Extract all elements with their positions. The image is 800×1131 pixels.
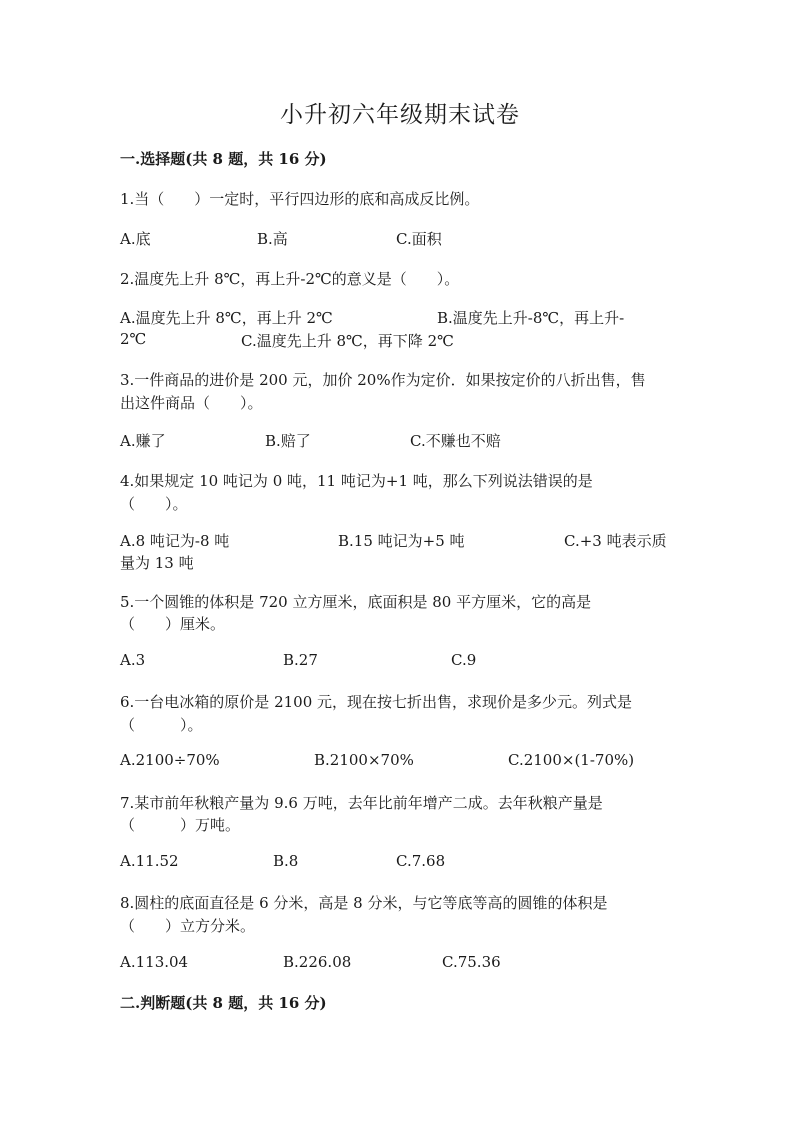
question-6-option-c: C.2100×(1-70%) xyxy=(508,751,635,769)
question-8-option-a: A.113.04 xyxy=(120,953,189,971)
question-2-option-b: B.温度先上升-8℃，再上升- xyxy=(437,309,625,327)
question-8-text-line-2: （ ）立方分米。 xyxy=(120,917,256,935)
question-3-option-c: C.不赚也不赔 xyxy=(410,432,501,450)
question-2-option-c: C.温度先上升 8℃，再下降 2℃ xyxy=(241,332,454,350)
question-1-option-a: A.底 xyxy=(120,230,151,248)
question-1-option-b: B.高 xyxy=(257,230,288,248)
question-2-option-b-continued: 2℃ xyxy=(120,330,147,348)
question-6-text-line-2: （ ）。 xyxy=(120,716,203,734)
page-title: 小升初六年级期末试卷 xyxy=(280,102,520,128)
question-5-text-line-1: 5.一个圆锥的体积是 720 立方厘米，底面积是 80 平方厘米，它的高是 xyxy=(120,593,592,611)
question-2-text: 2.温度先上升 8℃，再上升-2℃的意义是（ ）。 xyxy=(120,270,460,288)
question-1-option-c: C.面积 xyxy=(396,230,442,248)
question-4-option-b: B.15 吨记为+5 吨 xyxy=(338,532,465,550)
question-3-option-b: B.赔了 xyxy=(265,432,311,450)
question-3-option-a: A.赚了 xyxy=(120,432,166,450)
question-4-text-line-2: （ ）。 xyxy=(120,495,188,513)
question-2-option-a: A.温度先上升 8℃，再上升 2℃ xyxy=(120,309,333,327)
question-5-option-b: B.27 xyxy=(283,651,318,669)
question-1-text: 1.当（ ）一定时，平行四边形的底和高成反比例。 xyxy=(120,190,480,208)
question-8-text-line-1: 8.圆柱的底面直径是 6 分米，高是 8 分米，与它等底等高的圆锥的体积是 xyxy=(120,894,608,912)
question-5-option-c: C.9 xyxy=(451,651,477,669)
question-7-option-c: C.7.68 xyxy=(396,852,446,870)
question-8-option-b: B.226.08 xyxy=(283,953,352,971)
question-6-text-line-1: 6.一台电冰箱的原价是 2100 元，现在按七折出售，求现价是多少元。列式是 xyxy=(120,693,633,711)
question-7-option-b: B.8 xyxy=(273,852,299,870)
question-6-option-a: A.2100÷70% xyxy=(120,751,220,769)
question-7-text-line-1: 7.某市前年秋粮产量为 9.6 万吨，去年比前年增产二成。去年秋粮产量是 xyxy=(120,794,603,812)
section-heading-true-false: 二.判断题(共 8 题，共 16 分) xyxy=(120,994,327,1012)
question-5-option-a: A.3 xyxy=(120,651,146,669)
question-3-text-line-2: 出这件商品（ ）。 xyxy=(120,394,263,412)
question-8-option-c: C.75.36 xyxy=(442,953,501,971)
question-7-text-line-2: （ ）万吨。 xyxy=(120,816,241,834)
question-7-option-a: A.11.52 xyxy=(120,852,179,870)
section-heading-choice: 一.选择题(共 8 题，共 16 分) xyxy=(120,150,327,168)
question-6-option-b: B.2100×70% xyxy=(314,751,414,769)
question-4-option-c-continued: 量为 13 吨 xyxy=(120,554,194,572)
question-4-option-c: C.+3 吨表示质 xyxy=(564,532,667,550)
question-4-text-line-1: 4.如果规定 10 吨记为 0 吨，11 吨记为+1 吨，那么下列说法错误的是 xyxy=(120,472,593,490)
question-3-text-line-1: 3.一件商品的进价是 200 元，加价 20%作为定价．如果按定价的八折出售，售 xyxy=(120,371,646,389)
question-4-option-a: A.8 吨记为-8 吨 xyxy=(120,532,230,550)
question-5-text-line-2: （ ）厘米。 xyxy=(120,615,226,633)
